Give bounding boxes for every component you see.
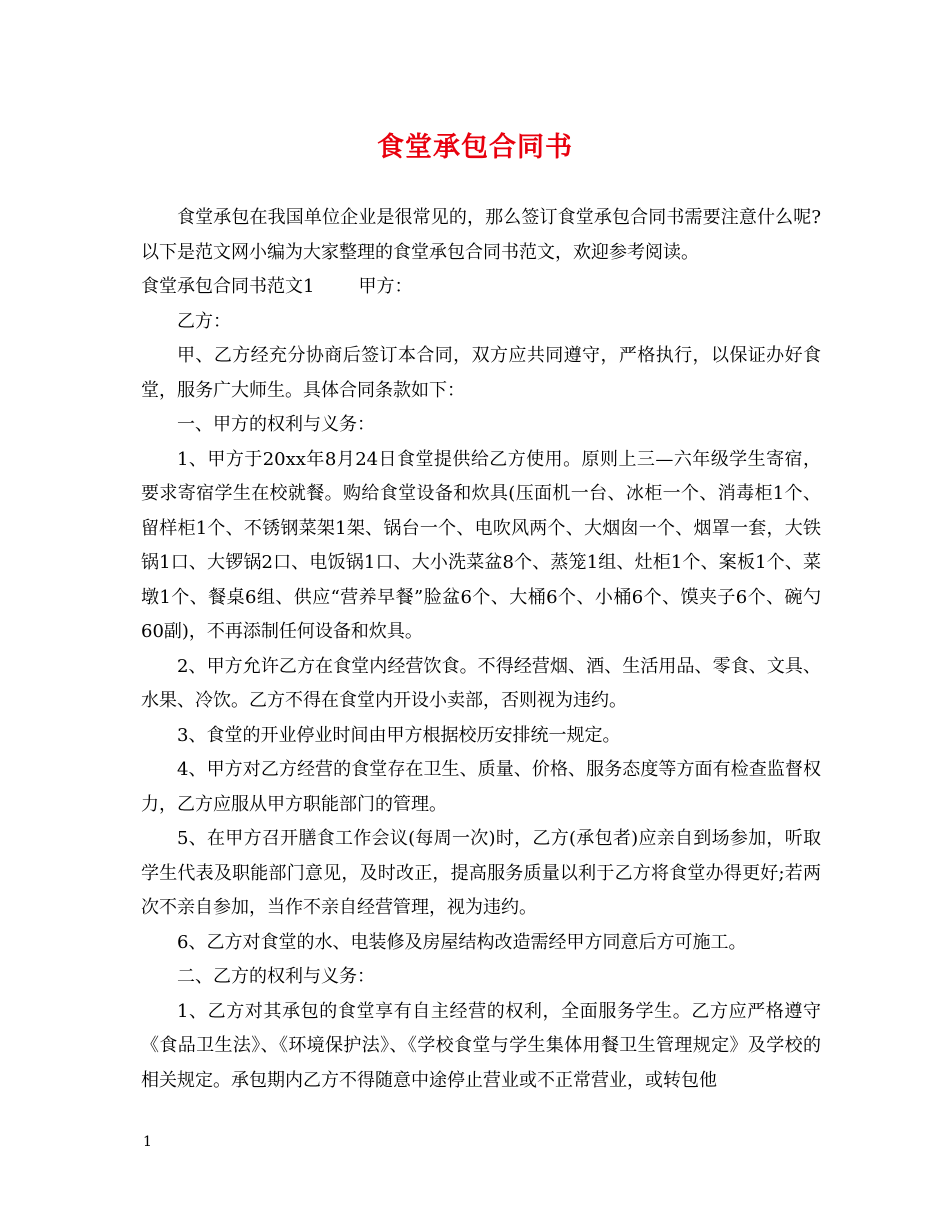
section-1-item-2: 2、甲方允许乙方在食堂内经营饮食。不得经营烟、酒、生活用品、零食、文具、水果、冷饮。乙方不得在食堂内开设小卖部，否则视为违约。: [141, 655, 821, 711]
section-1-item-1: 1、甲方于20xx年8月24日食堂提供给乙方使用。原则上三—六年级学生寄宿，要求寄宿学生在校就餐。购给食堂设备和炊具(压面机一台、冰柜一个、消毒柜1个、留样柜1个、不锈钢菜架1架、锅台一个、电吹风两个、大烟囱一个、烟罩一套，大铁锅1口、大锣锅2口、电饭锅1口、大小洗菜盆8个、蒸笼1组、灶柜1个、案板1个、菜墩1个、餐桌6组、供应“营养早餐”脸盆6个、大桶6个、小桶6个、馍夹子6个、碗勺60副)，不再添制任何设备和炊具。: [141, 448, 821, 642]
party-b-label: 乙方：: [177, 310, 231, 332]
intro-paragraph: 食堂承包在我国单位企业是很常见的，那么签订食堂承包合同书需要注意什么呢?以下是范文网小编为大家整理的食堂承包合同书范文，欢迎参考阅读。: [141, 207, 821, 263]
preamble-paragraph: 甲、乙方经充分协商后签订本合同，双方应共同遵守，严格执行，以保证办好食堂，服务广大师生。具体合同条款如下：: [141, 345, 821, 401]
section-1-item-6: 6、乙方对食堂的水、电装修及房屋结构改造需经甲方同意后方可施工。: [177, 931, 747, 953]
party-a-label: 甲方：: [358, 276, 413, 297]
section-1-item-4: 4、甲方对乙方经营的食堂存在卫生、质量、价格、服务态度等方面有检查监督权力，乙方应服从甲方职能部门的管理。: [141, 759, 821, 815]
page-number: 1: [143, 1134, 152, 1150]
section-1-item-5: 5、在甲方召开膳食工作会议(每周一次)时，乙方(承包者)应亲自到场参加，听取学生代表及职能部门意见，及时改正，提高服务质量以利于乙方将食堂办得更好;若两次不亲自参加，当作不亲自经营管理，视为违约。: [141, 828, 821, 918]
sample-heading-line: [141, 270, 821, 305]
section-1-heading: 一、甲方的权利与义务：: [177, 414, 375, 435]
section-2-item-1: 1、乙方对其承包的食堂享有自主经营的权利，全面服务学生。乙方应严格遵守《食品卫生法》、《环境保护法》、《学校食堂与学生集体用餐卫生管理规定》及学校的相关规定。承包期内乙方不得随意中途停止营业或不正常营业，或转包他: [141, 1000, 821, 1091]
section-1-item-3: 3、食堂的开业停业时间由甲方根据校历安排统一规定。: [177, 724, 621, 746]
document-title: 食堂承包合同书: [377, 132, 573, 163]
sample-heading: 食堂承包合同书范文1: [141, 276, 315, 297]
document-body: [141, 201, 821, 1098]
section-2-heading: 二、乙方的权利与义务：: [177, 966, 375, 987]
